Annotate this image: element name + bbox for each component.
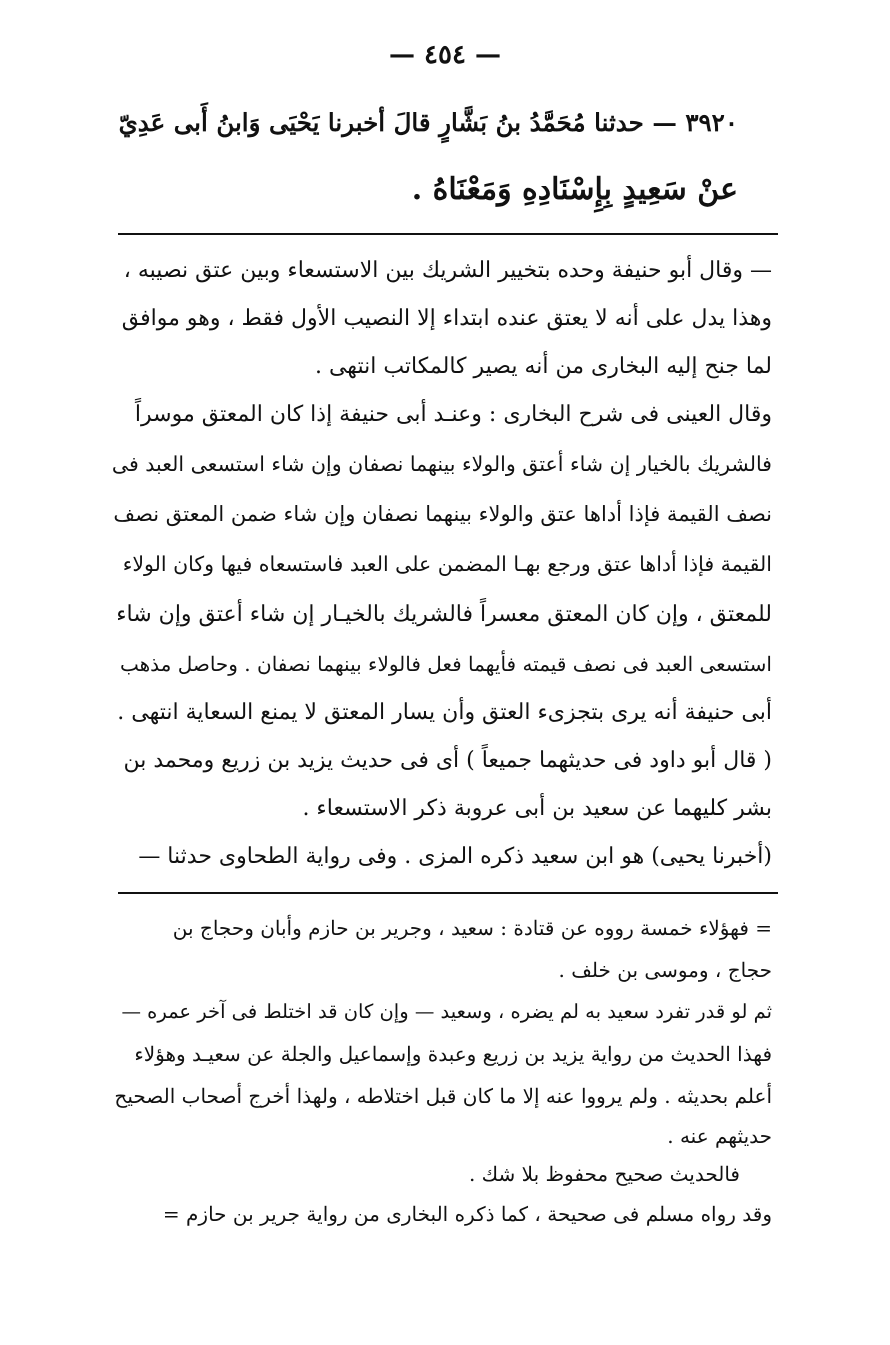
commentary-line: وهذا يدل على أنه لا يعتق عنده ابتداء إلا النصيب الأول فقط ، وهو موافق xyxy=(121,306,772,331)
commentary-line: — وقال أبو حنيفة وحده بتخيير الشريك بين الاستسعاء وبين عتق نصيبه ، xyxy=(123,258,772,283)
footnote-line: ثم لو قدر تفرد سعيد به لم يضره ، وسعيد — وإن كان قد اختلط فى آخر عمره — xyxy=(121,1000,772,1023)
commentary-line: استسعى العبد فى نصف قيمته فأيهما فعل فالولاء بينهما نصفان . وحاصل مذهب xyxy=(119,652,772,676)
commentary-line: فالشريك بالخيار إن شاء أعتق والولاء بينهما نصفان وإن شاء استسعى العبد فى xyxy=(111,452,772,476)
footnote-line: حديثهم عنه . xyxy=(667,1124,772,1148)
footnote-line: حجاج ، وموسى بن خلف . xyxy=(558,958,772,982)
commentary-line: وقال العينى فى شرح البخارى : وعنـد أبى حنيفة إذا كان المعتق موسراً xyxy=(134,402,772,427)
footnote-line: فالحديث صحيح محفوظ بلا شك . xyxy=(468,1162,740,1186)
commentary-line: للمعتق ، وإن كان المعتق معسراً فالشريك بالخيـار إن شاء أعتق وإن شاء xyxy=(116,602,772,627)
commentary-line: أبى حنيفة أنه يرى بتجزىء العتق وأن يسار المعتق لا يمنع السعاية انتهى . xyxy=(117,700,772,725)
hadith-line: عنْ سَعِيدٍ بِإِسْنَادِهِ وَمَعْنَاهُ . xyxy=(411,172,738,207)
hadith-line: ٣٩٢٠ — حدثنا مُحَمَّدُ بنُ بَشَّارٍ قالَ أخبرنا يَحْيَى وَابنُ أَبى عَدِيّ xyxy=(118,108,738,137)
footnote-line: أعلم بحديثه . ولم يرووا عنه إلا ما كان قبل اختلاطه ، ولهذا أخرج أصحاب الصحيح xyxy=(114,1084,772,1108)
section-divider xyxy=(118,233,778,235)
commentary-line: بشر كليهما عن سعيد بن أبى عروبة ذكر الاستسعاء . xyxy=(302,796,772,821)
footnote-divider xyxy=(118,892,778,894)
commentary-line: لما جنح إليه البخارى من أنه يصير كالمكاتب انتهى . xyxy=(314,354,772,379)
footnote-line: = فهؤلاء خمسة رووه عن قتادة : سعيد ، وجرير بن حازم وأبان وحجاج بن xyxy=(172,916,772,940)
commentary-line: (أخبرنا يحيى) هو ابن سعيد ذكره المزى . وفى رواية الطحاوى حدثنا — xyxy=(138,844,772,869)
commentary-line: نصف القيمة فإذا أداها عتق والولاء بينهما نصفان وإن شاء ضمن المعتق نصف xyxy=(113,502,772,526)
footnote-line: وقد رواه مسلم فى صحيحة ، كما ذكره البخارى من رواية جرير بن حازم = xyxy=(162,1202,772,1226)
page-number: — ٤٥٤ — xyxy=(388,40,502,70)
commentary-line: القيمة فإذا أداها عتق ورجع بهـا المضمن على العبد فاستسعاه فيها وكان الولاء xyxy=(122,552,772,576)
footnote-line: فهذا الحديث من رواية يزيد بن زريع وعبدة وإسماعيل والجلة عن سعيـد وهؤلاء xyxy=(134,1042,772,1066)
commentary-line: ( قال أبو داود فى حديثهما جميعاً ) أى فى حديث يزيد بن زريع ومحمد بن xyxy=(123,748,772,773)
